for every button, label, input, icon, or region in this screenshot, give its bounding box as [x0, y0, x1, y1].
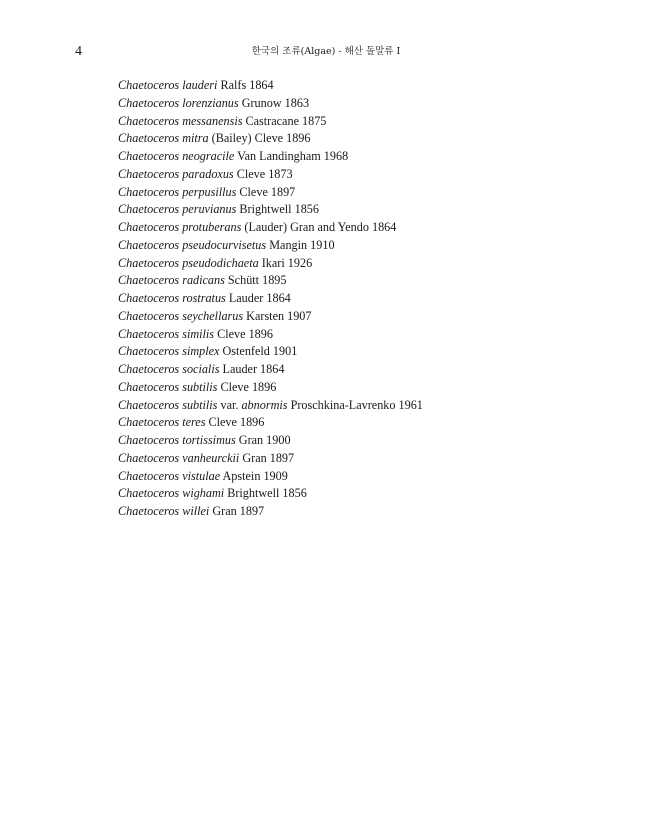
species-genus: Chaetoceros [118, 78, 180, 92]
species-genus: Chaetoceros [118, 468, 180, 483]
species-epithet: vanheurckii [182, 450, 240, 465]
species-authority: Grunow 1863 [241, 95, 310, 110]
species-authority: Ralfs 1864 [220, 78, 274, 92]
species-epithet: protuberans [182, 220, 242, 234]
species-list [118, 77, 423, 521]
species-genus: Chaetoceros [118, 95, 180, 110]
species-epithet: simplex [182, 344, 220, 359]
species-entry [118, 450, 423, 468]
species-epithet: tortissimus [182, 433, 236, 447]
species-entry [118, 184, 423, 202]
species-entry [118, 343, 423, 361]
species-entry [118, 201, 423, 219]
species-entry [118, 77, 423, 95]
species-authority: Karsten 1907 [246, 308, 312, 323]
species-entry [118, 432, 423, 450]
species-epithet: lorenzianus [182, 95, 239, 110]
species-entry [118, 237, 423, 255]
species-epithet: seychellarus [182, 308, 244, 323]
species-authority: Cleve 1896 [217, 326, 273, 341]
species-epithet: peruvianus [182, 202, 237, 217]
species-genus: Chaetoceros [118, 344, 180, 359]
running-header: 한국의 조류(Algae) - 해산 돌말류 I [251, 46, 401, 57]
species-variety: abnormis [241, 397, 288, 412]
species-epithet: perpusillus [182, 184, 237, 199]
species-epithet: paradoxus [182, 166, 234, 181]
species-authority: Lauder 1864 [228, 291, 291, 305]
species-genus: Chaetoceros [118, 273, 180, 288]
species-entry [118, 468, 423, 486]
species-epithet: radicans [182, 273, 225, 288]
species-epithet: subtilis [182, 397, 218, 412]
species-epithet: teres [182, 415, 206, 430]
species-entry [118, 219, 423, 237]
species-entry [118, 397, 423, 415]
species-entry [118, 272, 423, 290]
species-entry [118, 326, 423, 344]
species-epithet: neogracile [182, 149, 235, 163]
species-epithet: socialis [182, 362, 220, 376]
species-genus: Chaetoceros [118, 255, 180, 270]
species-entry [118, 130, 423, 148]
species-genus: Chaetoceros [118, 362, 180, 376]
species-epithet: messanensis [182, 113, 243, 128]
species-epithet: rostratus [182, 291, 226, 305]
species-authority: Gran 1897 [212, 504, 265, 518]
species-authority: Cleve 1897 [239, 184, 296, 199]
species-genus: Chaetoceros [118, 504, 180, 518]
species-genus: Chaetoceros [118, 166, 180, 181]
species-epithet: wighami [182, 486, 225, 501]
species-epithet: mitra [182, 131, 209, 146]
species-authority: Cleve 1873 [236, 166, 293, 181]
species-genus: Chaetoceros [118, 131, 180, 146]
species-authority: (Bailey) Cleve 1896 [211, 131, 311, 146]
species-epithet: subtilis [182, 379, 218, 394]
species-authority: Castracane 1875 [245, 113, 327, 128]
species-genus: Chaetoceros [118, 291, 180, 305]
species-authority: Ostenfeld 1901 [222, 344, 298, 359]
species-genus: Chaetoceros [118, 113, 180, 128]
species-entry [118, 255, 423, 273]
species-genus: Chaetoceros [118, 220, 180, 234]
page-number: 4 [75, 44, 82, 59]
species-authority: Brightwell 1856 [239, 202, 319, 217]
species-genus: Chaetoceros [118, 308, 180, 323]
species-genus: Chaetoceros [118, 184, 180, 199]
species-entry [118, 113, 423, 131]
species-genus: Chaetoceros [118, 486, 180, 501]
species-authority: (Lauder) Gran and Yendo 1864 [244, 220, 397, 234]
species-entry [118, 166, 423, 184]
species-authority: Gran 1897 [242, 450, 295, 465]
species-entry [118, 503, 423, 521]
species-authority: Apstein 1909 [222, 468, 288, 483]
species-genus: Chaetoceros [118, 326, 180, 341]
species-genus: Chaetoceros [118, 415, 180, 430]
species-genus: Chaetoceros [118, 149, 180, 163]
species-entry [118, 485, 423, 503]
species-epithet: pseudocurvisetus [182, 237, 267, 252]
species-genus: Chaetoceros [118, 450, 180, 465]
species-authority: Ikari 1926 [261, 255, 313, 270]
species-epithet: similis [182, 326, 215, 341]
species-genus: Chaetoceros [118, 433, 180, 447]
species-authority: Brightwell 1856 [227, 486, 307, 501]
species-entry [118, 290, 423, 308]
species-genus: Chaetoceros [118, 237, 180, 252]
species-genus: Chaetoceros [118, 202, 180, 217]
species-authority: Proschkina-Lavrenko 1961 [290, 397, 423, 412]
species-authority: Cleve 1896 [220, 379, 277, 394]
species-authority: Gran 1900 [238, 433, 291, 447]
species-authority: Lauder 1864 [222, 362, 285, 376]
species-epithet: willei [182, 504, 210, 518]
species-genus: Chaetoceros [118, 397, 180, 412]
species-epithet: lauderi [182, 78, 218, 92]
species-epithet: vistulae [182, 468, 221, 483]
species-authority: Cleve 1896 [208, 415, 265, 430]
species-entry [118, 414, 423, 432]
species-entry [118, 379, 423, 397]
species-authority: Van Landingham 1968 [237, 149, 349, 163]
species-genus: Chaetoceros [118, 379, 180, 394]
species-entry [118, 148, 423, 166]
species-authority: Schütt 1895 [227, 273, 287, 288]
species-rank: var. [220, 397, 239, 412]
species-entry [118, 308, 423, 326]
species-entry [118, 361, 423, 379]
species-epithet: pseudodichaeta [182, 255, 259, 270]
species-entry [118, 95, 423, 113]
species-authority: Mangin 1910 [269, 237, 335, 252]
